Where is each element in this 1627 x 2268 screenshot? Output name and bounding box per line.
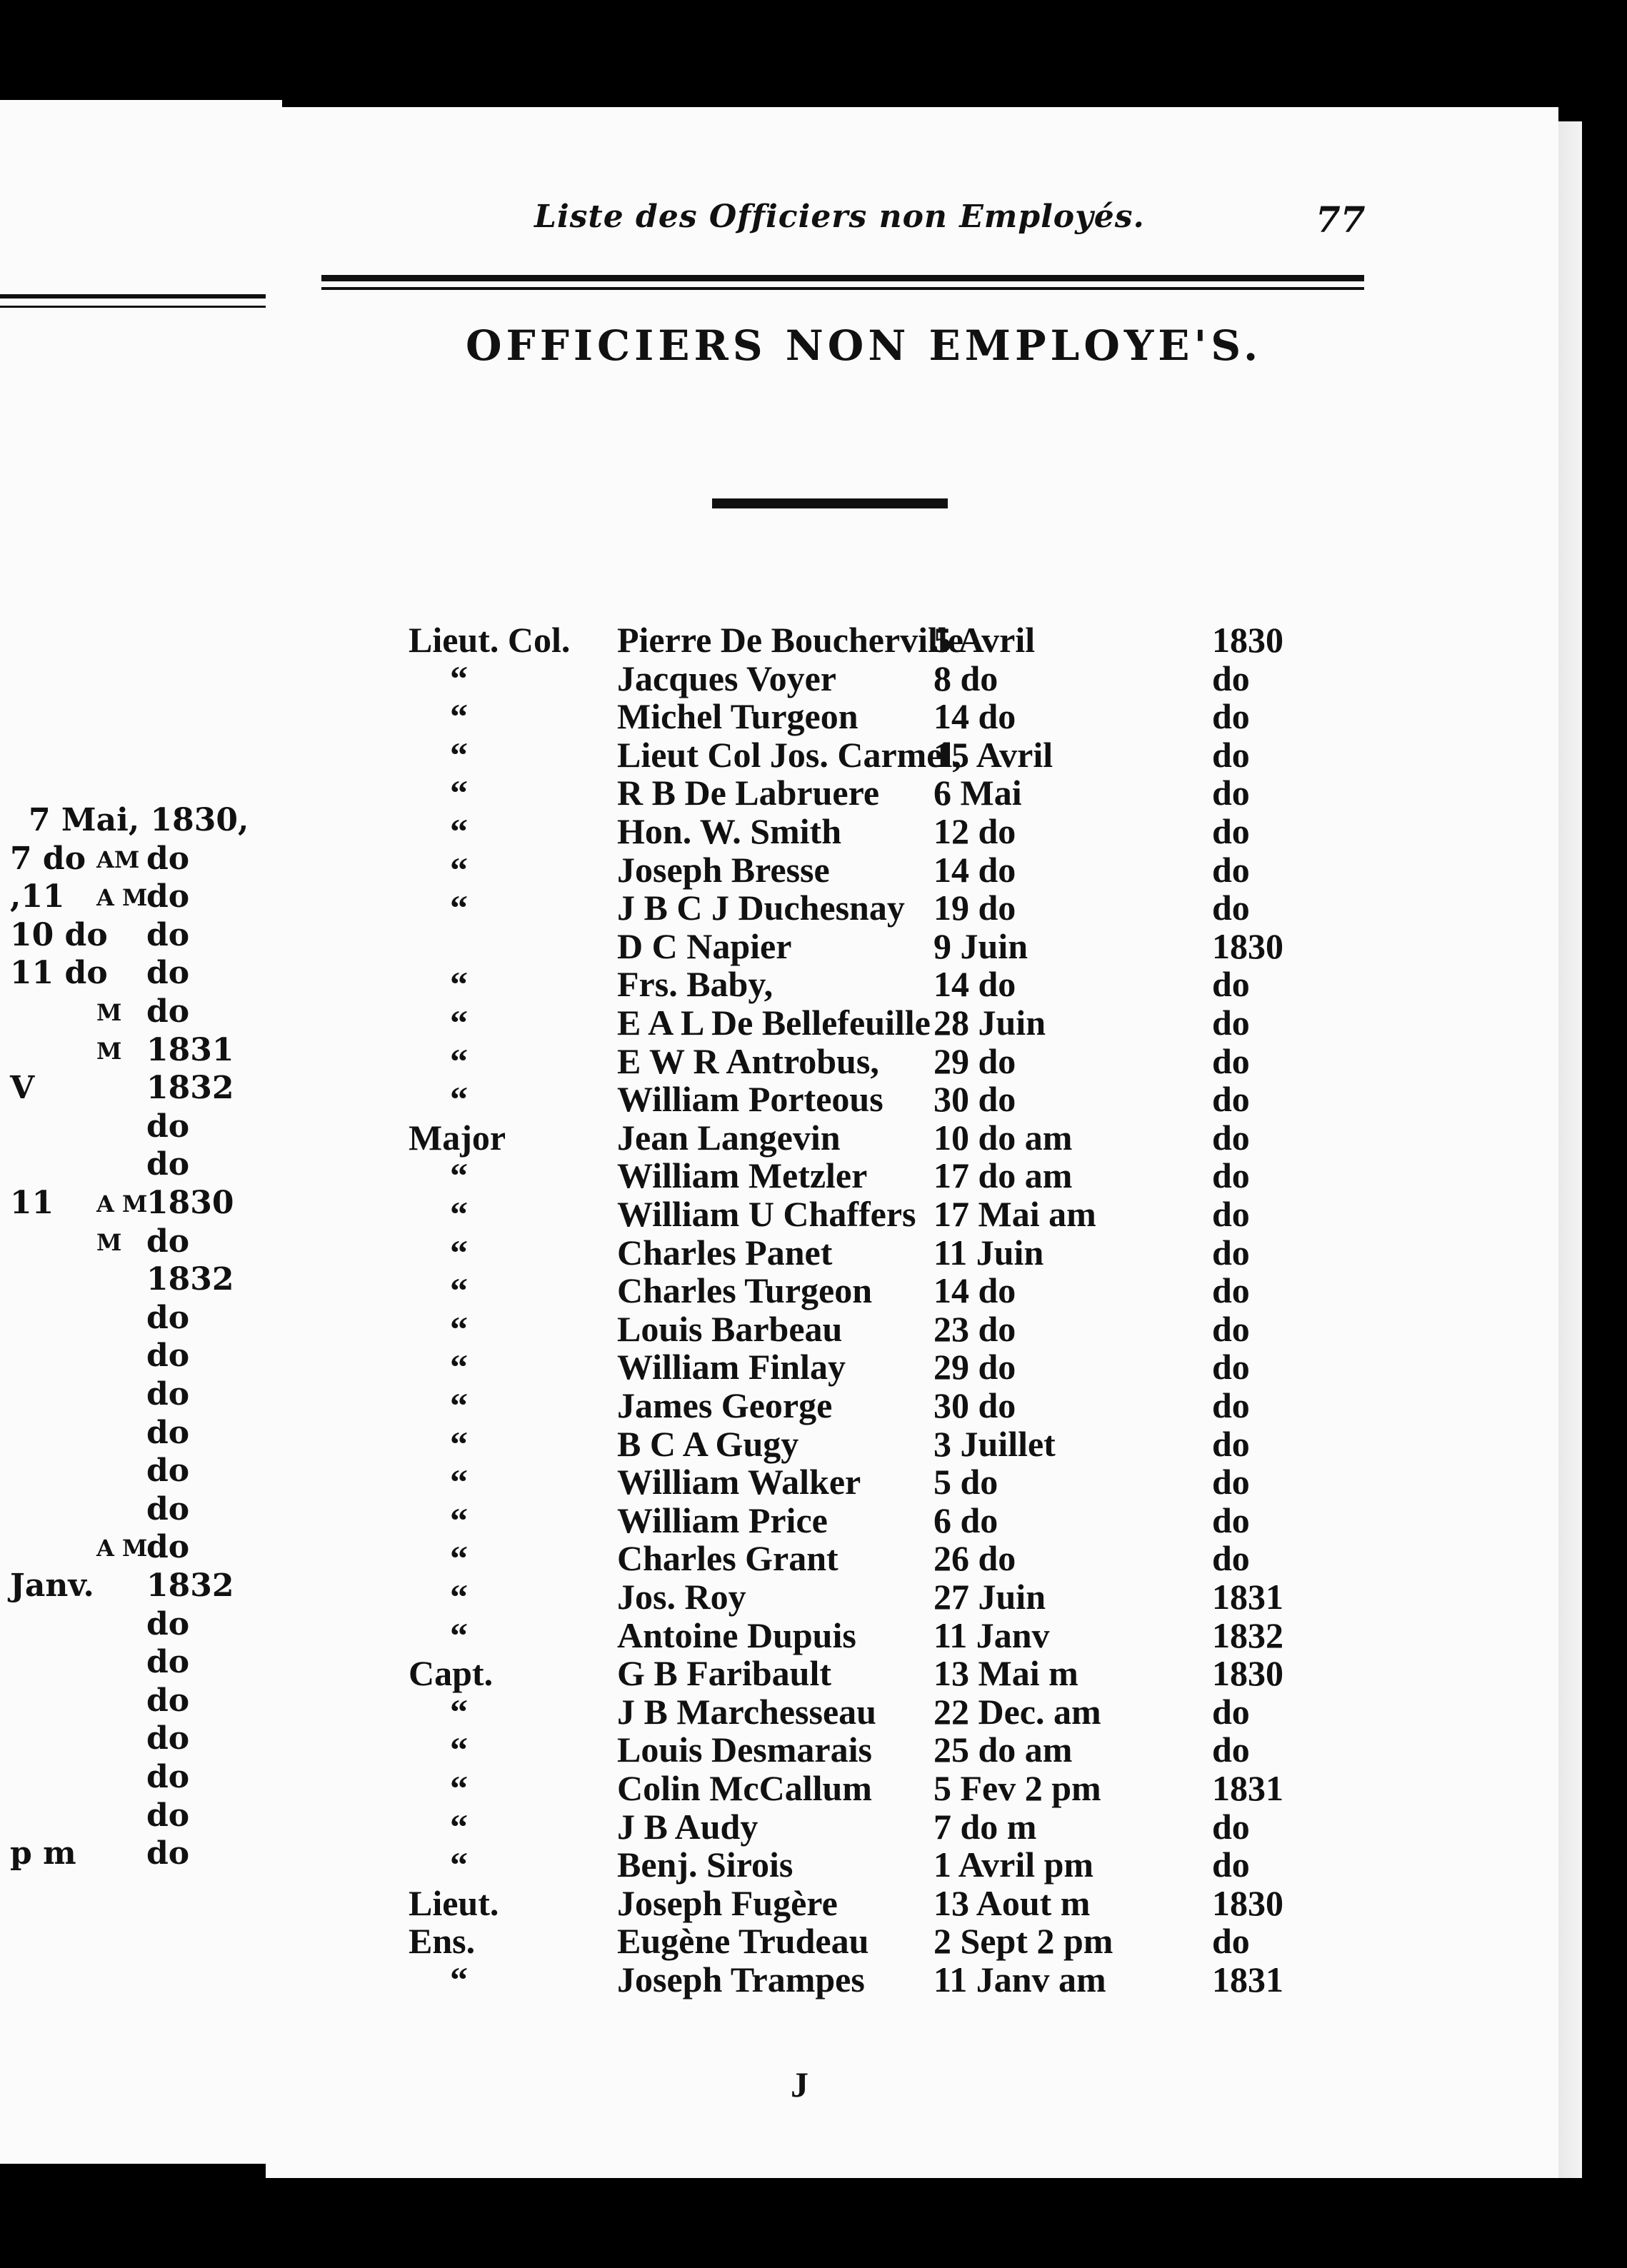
officer-name: Louis Barbeau (617, 1308, 843, 1349)
officer-rank: “ (450, 696, 468, 737)
officer-row (266, 1882, 1558, 1921)
appointment-date: 13 Mai m (933, 1653, 1078, 1694)
officer-name: Jos. Roy (617, 1577, 746, 1617)
appointment-year: 1831 (1212, 1577, 1283, 1617)
officer-rank: “ (450, 1577, 468, 1617)
officer-row (266, 696, 1558, 737)
left-page-cell: 7 Mai, 1830, (29, 802, 249, 838)
left-page-row (0, 1759, 282, 1797)
appointment-year: do (1212, 1921, 1250, 1962)
officer-row (266, 811, 1558, 849)
appointment-year: do (1212, 1155, 1250, 1196)
officer-name: Eugène Trudeau (617, 1921, 869, 1962)
officer-name: Joseph Trampes (617, 1960, 865, 1999)
left-page-row (0, 1720, 282, 1759)
appointment-year: do (1212, 1003, 1250, 1043)
appointment-year: do (1212, 1423, 1250, 1464)
appointment-date: 1 Avril pm (933, 1845, 1094, 1885)
left-page-row (0, 1529, 282, 1567)
left-page-cell: ,11 (10, 878, 65, 915)
officer-name: Hon. W. Smith (617, 811, 842, 851)
left-page-cell: do (146, 1759, 190, 1795)
header-rule (321, 275, 1364, 281)
officer-rank: “ (450, 734, 468, 775)
appointment-date: 11 Juin (933, 1232, 1044, 1273)
appointment-date: 6 Mai (933, 773, 1022, 813)
left-page-cell: 1832 (146, 1070, 234, 1107)
left-page-cell: 1832 (146, 1261, 234, 1298)
appointment-date: 26 do (933, 1538, 1016, 1579)
page-number: 77 (1316, 199, 1366, 241)
officer-name: E A L De Bellefeuille (617, 1003, 931, 1043)
appointment-date: 10 do am (933, 1117, 1073, 1158)
left-page-row (0, 1606, 282, 1645)
left-page-cell: do (146, 1835, 190, 1872)
previous-page-fragment (0, 100, 282, 2164)
officer-name: Joseph Fugère (617, 1882, 838, 1923)
officer-row (266, 925, 1558, 964)
officer-rank: “ (450, 888, 468, 928)
appointment-year: 1830 (1212, 1882, 1283, 1923)
left-page-cell: 10 do (10, 916, 108, 953)
left-page-cell: do (146, 878, 190, 915)
left-page-row (0, 1644, 282, 1682)
left-page-cell: do (146, 1605, 190, 1642)
officer-row (266, 1232, 1558, 1273)
officer-row (266, 1346, 1558, 1388)
officer-name: J B C J Duchesnay (617, 888, 905, 928)
appointment-date: 8 do (933, 658, 998, 698)
appointment-date: 6 do (933, 1500, 998, 1540)
catchword: J (791, 2064, 809, 2104)
left-page-cell: A M (96, 1190, 148, 1218)
appointment-date: 19 do (933, 888, 1016, 928)
left-page-cell: M (96, 1037, 122, 1065)
left-page-row (0, 1376, 282, 1415)
officer-row (266, 1767, 1558, 1806)
left-page-cell: M (96, 1228, 122, 1256)
appointment-date: 14 do (933, 1270, 1016, 1311)
officer-name: J B Marchesseau (617, 1691, 876, 1732)
left-page-cell: p m (10, 1835, 76, 1872)
officer-rank: “ (450, 1347, 468, 1388)
officer-rank: “ (450, 1500, 468, 1540)
officer-row (266, 1308, 1558, 1347)
appointment-date: 12 do (933, 811, 1016, 851)
left-page-row (0, 1223, 282, 1262)
appointment-year: do (1212, 1117, 1250, 1158)
left-page-row (0, 1452, 282, 1491)
left-page-row (0, 1108, 282, 1147)
officer-row (266, 1040, 1558, 1079)
main-page (266, 107, 1558, 2178)
officer-rank: “ (450, 1960, 468, 1999)
officer-rank: “ (450, 658, 468, 698)
officer-rank: “ (450, 1232, 468, 1273)
officer-row (266, 1959, 1558, 1997)
left-page-cell: A M (96, 884, 148, 912)
left-page-cell: Janv. (10, 1567, 94, 1604)
officer-row (266, 619, 1558, 658)
officer-name: Benj. Sirois (617, 1845, 794, 1885)
left-page-row (0, 802, 282, 841)
officer-row (266, 1385, 1558, 1423)
left-page-row (0, 993, 282, 1032)
officer-rank: “ (450, 811, 468, 851)
officer-rank: Ens. (409, 1921, 476, 1962)
appointment-year: 1830 (1212, 620, 1283, 660)
appointment-date: 22 Dec. am (933, 1691, 1101, 1732)
officer-rank: “ (450, 1615, 468, 1655)
officer-rank: Capt. (409, 1653, 494, 1694)
officer-name: Colin McCallum (617, 1768, 872, 1808)
officer-name: B C A Gugy (617, 1423, 799, 1464)
officer-rank: “ (450, 1538, 468, 1579)
appointment-year: 1830 (1212, 1653, 1283, 1694)
officer-rank: “ (450, 1003, 468, 1043)
appointment-date: 11 Janv am (933, 1960, 1106, 1999)
officer-name: Charles Turgeon (617, 1270, 873, 1311)
left-page-cell: do (146, 1146, 190, 1183)
appointment-date: 23 do (933, 1308, 1016, 1349)
left-page-cell: do (146, 1682, 190, 1719)
left-page-row (0, 1338, 282, 1376)
appointment-date: 25 do am (933, 1730, 1073, 1770)
officer-rank: “ (450, 1730, 468, 1770)
appointment-year: do (1212, 1347, 1250, 1388)
officer-name: Pierre De Boucherville (617, 620, 964, 660)
officer-row (266, 1652, 1558, 1694)
left-page-cell: 1832 (146, 1567, 234, 1604)
officer-row (266, 1002, 1558, 1043)
appointment-year: do (1212, 1691, 1250, 1732)
left-page-row (0, 1567, 282, 1606)
officer-row (266, 1193, 1558, 1232)
officer-row (266, 1920, 1558, 1962)
officer-rank: “ (450, 964, 468, 1005)
left-page-cell: 1830 (146, 1185, 234, 1221)
appointment-year: do (1212, 1270, 1250, 1311)
appointment-date: 14 do (933, 696, 1016, 737)
appointment-year: do (1212, 1730, 1250, 1770)
officer-rank: “ (450, 1079, 468, 1120)
appointment-date: 30 do (933, 1079, 1016, 1120)
officer-row (266, 1537, 1558, 1579)
appointment-year: do (1212, 658, 1250, 698)
left-page-row (0, 1797, 282, 1836)
left-page-cell: 1831 (146, 1031, 234, 1068)
left-page-row (0, 1415, 282, 1453)
left-page-row (0, 1835, 282, 1874)
left-page-cell: do (146, 1223, 190, 1260)
left-page-cell: do (146, 1338, 190, 1375)
left-page-row (0, 1491, 282, 1530)
appointment-year: do (1212, 696, 1250, 737)
officer-row (266, 1117, 1558, 1158)
officer-name: E W R Antrobus, (617, 1040, 879, 1081)
officer-row (266, 1806, 1558, 1845)
officer-name: William Porteous (617, 1079, 883, 1120)
officer-name: William U Chaffers (617, 1194, 916, 1234)
officer-rank: Major (409, 1117, 506, 1158)
left-page-row (0, 955, 282, 993)
officer-rank: Lieut. Col. (409, 620, 571, 660)
left-page-cell: do (146, 955, 190, 992)
officer-row (266, 849, 1558, 888)
appointment-year: do (1212, 734, 1250, 775)
officer-name: Lieut Col Jos. Carmel, (617, 734, 961, 775)
officer-row (266, 1078, 1558, 1120)
left-page-cell: M (96, 999, 122, 1026)
appointment-date: 17 Mai am (933, 1194, 1096, 1234)
left-page-cell: do (146, 1299, 190, 1336)
left-page-cell: AM (96, 846, 140, 873)
appointment-year: 1832 (1212, 1615, 1283, 1655)
officer-rank: “ (450, 1423, 468, 1464)
officer-name: James George (617, 1385, 833, 1425)
officer-name: Charles Grant (617, 1538, 838, 1579)
left-page-cell: V (10, 1070, 35, 1107)
officer-name: D C Napier (617, 925, 792, 966)
officer-rank: “ (450, 1806, 468, 1847)
appointment-date: 30 do (933, 1385, 1016, 1425)
officer-row (266, 734, 1558, 773)
appointment-year: do (1212, 888, 1250, 928)
appointment-year: do (1212, 1194, 1250, 1234)
left-page-cell: do (146, 840, 190, 877)
officer-row (266, 1423, 1558, 1462)
officer-name: Antoine Dupuis (617, 1615, 856, 1655)
left-page-row (0, 878, 282, 917)
officer-row (266, 1729, 1558, 1770)
left-page-cell: do (146, 1376, 190, 1413)
officer-rank: “ (450, 1194, 468, 1234)
left-page-cell: do (146, 1490, 190, 1527)
title-underline-rule (712, 498, 948, 508)
appointment-year: do (1212, 1232, 1250, 1273)
appointment-date: 5 do (933, 1462, 998, 1502)
left-page-cell: do (146, 916, 190, 953)
appointment-date: 14 do (933, 849, 1016, 890)
appointment-year: do (1212, 1040, 1250, 1081)
appointment-date: 3 Juillet (933, 1423, 1056, 1464)
appointment-date: 17 do am (933, 1155, 1073, 1196)
officer-rank: “ (450, 1691, 468, 1732)
left-page-row (0, 1032, 282, 1070)
appointment-date: 11 Janv (933, 1615, 1050, 1655)
left-page-row (0, 1682, 282, 1721)
officer-row (266, 1844, 1558, 1885)
left-page-cell: do (146, 1108, 190, 1145)
appointment-date: 15 Avril (933, 734, 1053, 775)
appointment-date: 13 Aout m (933, 1882, 1091, 1923)
appointment-year: do (1212, 1500, 1250, 1540)
left-page-cell: do (146, 1644, 190, 1681)
officer-name: Jacques Voyer (617, 658, 836, 698)
appointment-year: do (1212, 1308, 1250, 1349)
officer-name: Jean Langevin (617, 1117, 841, 1158)
appointment-year: do (1212, 849, 1250, 890)
appointment-year: do (1212, 1845, 1250, 1885)
appointment-date: 5 Fev 2 pm (933, 1768, 1101, 1808)
appointment-date: 5 Avril (933, 620, 1036, 660)
officer-row (266, 1270, 1558, 1311)
officer-row (266, 1615, 1558, 1653)
appointment-date: 9 Juin (933, 925, 1028, 966)
officer-name: Charles Panet (617, 1232, 833, 1273)
officer-row (266, 887, 1558, 928)
officer-row (266, 963, 1558, 1005)
section-title: OFFICIERS NON EMPLOYE'S. (466, 321, 1263, 370)
officer-rank: “ (450, 1385, 468, 1425)
officer-name: J B Audy (617, 1806, 759, 1847)
officer-row (266, 1576, 1558, 1615)
officer-row (266, 1155, 1558, 1196)
officer-rank: “ (450, 773, 468, 813)
officer-name: R B De Labruere (617, 773, 880, 813)
left-page-cell: 11 do (10, 955, 108, 992)
appointment-date: 14 do (933, 964, 1016, 1005)
appointment-year: do (1212, 1462, 1250, 1502)
left-page-cell: do (146, 1720, 190, 1757)
appointment-year: 1831 (1212, 1768, 1283, 1808)
appointment-year: do (1212, 1385, 1250, 1425)
running-head: Liste des Officiers non Employés. (534, 199, 1145, 235)
left-page-row (0, 1300, 282, 1338)
officer-rank: “ (450, 1155, 468, 1196)
appointment-year: 1830 (1212, 925, 1283, 966)
left-page-rule-thin (0, 306, 268, 308)
left-page-cell: 11 (10, 1185, 54, 1221)
officer-name: Louis Desmarais (617, 1730, 872, 1770)
officer-rank: “ (450, 1040, 468, 1081)
left-page-cell: A M (96, 1535, 148, 1562)
officer-row (266, 1500, 1558, 1538)
officer-row (266, 658, 1558, 696)
left-page-row (0, 917, 282, 955)
left-page-row (0, 1146, 282, 1185)
left-page-row (0, 1185, 282, 1223)
officer-rank: “ (450, 1845, 468, 1885)
officer-rank: “ (450, 1462, 468, 1502)
officer-rank: “ (450, 1308, 468, 1349)
appointment-date: 2 Sept 2 pm (933, 1921, 1113, 1962)
officer-name: Frs. Baby, (617, 964, 774, 1005)
left-page-row (0, 841, 282, 879)
appointment-date: 28 Juin (933, 1003, 1046, 1043)
officer-row (266, 1691, 1558, 1730)
appointment-year: 1831 (1212, 1960, 1283, 1999)
left-page-row (0, 1070, 282, 1108)
officer-name: William Metzler (617, 1155, 868, 1196)
left-page-cell: 7 do (10, 840, 86, 877)
left-page-cell: do (146, 1452, 190, 1490)
officer-name: William Walker (617, 1462, 861, 1502)
officer-rank: “ (450, 1270, 468, 1311)
left-page-row (0, 1261, 282, 1300)
officer-row (266, 1461, 1558, 1500)
header-rule-thin (321, 287, 1364, 290)
appointment-year: do (1212, 811, 1250, 851)
officer-rank: “ (450, 849, 468, 890)
appointment-year: do (1212, 1538, 1250, 1579)
appointment-year: do (1212, 1079, 1250, 1120)
left-page-rule (0, 294, 268, 298)
appointment-date: 29 do (933, 1347, 1016, 1388)
left-page-cell: do (146, 1414, 190, 1451)
appointment-year: do (1212, 773, 1250, 813)
officer-rank: Lieut. (409, 1882, 499, 1923)
officer-name: G B Faribault (617, 1653, 832, 1694)
officer-row (266, 772, 1558, 811)
officer-name: Michel Turgeon (617, 696, 858, 737)
appointment-year: do (1212, 964, 1250, 1005)
officer-name: Joseph Bresse (617, 849, 830, 890)
officer-rank: “ (450, 1768, 468, 1808)
officer-name: William Finlay (617, 1347, 846, 1388)
officer-name: William Price (617, 1500, 828, 1540)
left-page-cell: do (146, 993, 190, 1030)
appointment-year: do (1212, 1806, 1250, 1847)
left-page-cell: do (146, 1529, 190, 1566)
appointment-date: 27 Juin (933, 1577, 1046, 1617)
appointment-date: 7 do m (933, 1806, 1037, 1847)
left-page-cell: do (146, 1797, 190, 1834)
appointment-date: 29 do (933, 1040, 1016, 1081)
